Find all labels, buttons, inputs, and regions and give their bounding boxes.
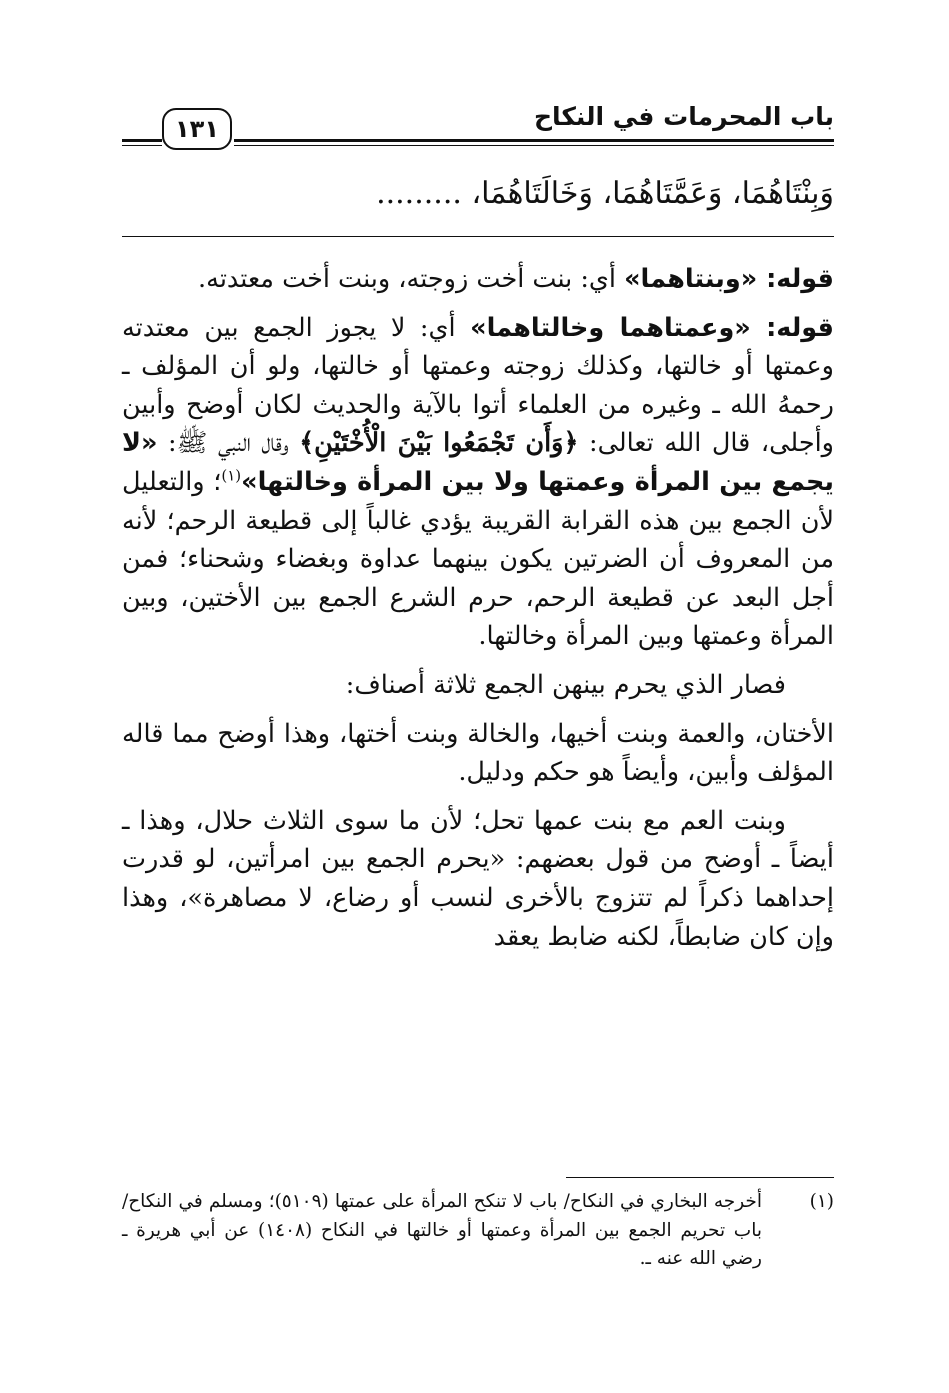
hadith-quote: «لا يجمع بين المرأة وعمتها ولا بين المرأة وخالتها» <box>122 428 834 497</box>
paragraph-5: وبنت العم مع بنت عمها تحل؛ لأن ما سوى الثلاث حلال، وهذا ـ أيضاً ـ أوضح من قول بعضهم: «يحرم الجمع بين امرأتين، لو قدرت إحداهما ذكراً لم تتزوج بالأخرى لنسب أو رضاع، لا مصاهرة»، وهذا وإن كان ضابطاً، لكنه ضابط يعقد <box>122 805 834 952</box>
paragraph-3: فصار الذي يحرم بينهن الجمع ثلاثة أصناف: <box>345 669 786 700</box>
paragraph-2-text-2: وقال النبي ﷺ: <box>157 428 300 459</box>
paragraph-1-text: أي: بنت أخت زوجته، وبنت أخت معتدته. <box>198 264 625 294</box>
paragraph-2 <box>122 309 834 656</box>
page-header <box>122 96 834 156</box>
footnote <box>122 1188 834 1274</box>
header-rule-left-thin <box>122 145 162 146</box>
commentary-body <box>122 260 834 966</box>
footnote-text: أخرجه البخاري في النكاح/ باب لا تنكح المرأة على عمتها (٥١٠٩)؛ ومسلم في النكاح/ باب تحريم الجمع بين المرأة وعمتها أو خالتها في النكاح (١٤٠٨) عن أبي هريرة ـ رضي الله عنه ـ. <box>122 1191 762 1269</box>
footnote-rule <box>566 1177 834 1178</box>
paragraph-2-lead: قوله: «وعمتاهما وخالتاهما» <box>470 312 834 343</box>
running-title: باب المحرمات في النكاح <box>533 102 834 131</box>
paragraph-4: الأختان، والعمة وبنت أخيها، والخالة وبنت أختها، وهذا أوضح مما قاله المؤلف وأبين، وأيضاً هو حكم ودليل. <box>122 718 834 788</box>
quran-verse: ﴿وَأَن تَجْمَعُوا بَيْنَ الْأُخْتَيْنِ﴾ <box>299 428 579 459</box>
page-number: ١٣١ <box>162 108 232 150</box>
paragraph-2-text-3: ؛ والتعليل لأن الجمع بين هذه القرابة القريبة يؤدي غالباً إلى قطيعة الرحم؛ لأنه من المعروف أن الضرتين يكون بينهما عداوة وبغضاء وشحناء؛ فمن أجل البعد عن قطيعة الرحم، حرم الشرع الجمع بين الأختين، وبين المرأة وعمتها وبين المرأة وخالتها. <box>122 466 834 652</box>
matn-text: وَبِنْتَاهُمَا، وَعَمَّتَاهُمَا، وَخَالَتَاهُمَا، ......... <box>376 176 834 211</box>
paragraph-1-lead: قوله: «وبنتاهما» <box>624 264 834 294</box>
matn-separator <box>122 236 834 237</box>
header-rule-thin <box>234 145 834 146</box>
footnote-reference[interactable]: (١) <box>221 466 242 485</box>
footnote-number: (١) <box>809 1191 834 1212</box>
paragraph-2-text-1: أي: لا يجوز الجمع بين معتدته وعمتها أو خالتها، وكذلك زوجته وعمتها أو خالتها، ولو أن المؤلف ـ رحمهُ الله ـ وغيره من العلماء أتوا بالآية والحديث لكان أوضح وأبين وأجلى، قال الله تعالى: <box>122 312 834 459</box>
header-rule-thick <box>234 139 834 142</box>
paragraph-1 <box>122 260 834 299</box>
header-rule-left-thick <box>122 139 162 142</box>
